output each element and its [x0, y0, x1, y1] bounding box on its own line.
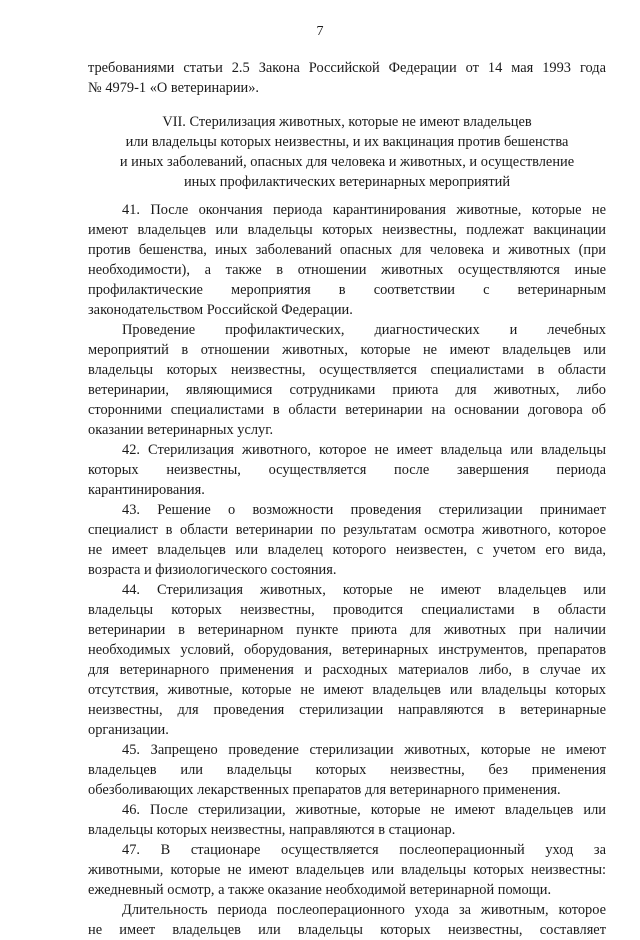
text-line: организации.: [88, 722, 169, 738]
title-line: или владельцы которых неизвестны, и их вакцинация против бешенства: [125, 134, 569, 150]
paragraph-47-continued: [88, 900, 606, 940]
text-line: против бешенства, иных заболеваний опасных для человека и животных (при: [88, 242, 606, 258]
title-line: и иных заболеваний, опасных для человека и животных, и осуществление: [119, 154, 575, 170]
section-title: [88, 112, 606, 192]
text-line: 46. После стерилизации, животные, которые не имеют владельцев или: [122, 802, 606, 818]
title-line: VII. Стерилизация животных, которые не имеют владельцев: [162, 114, 532, 130]
text-line: мероприятий в отношении животных, которые не имеют владельцев или: [88, 342, 606, 358]
paragraph-46: [88, 800, 606, 840]
text-line: Проведение профилактических, диагностических и лечебных: [122, 322, 606, 338]
text-line: не имеет владельцев или владелец которого неизвестен, с учетом его вида,: [88, 542, 606, 558]
text-line: специалист в области ветеринарии по результатам осмотра животного, которое: [88, 522, 606, 538]
text-line: животными, которые не имеют владельцев или владельцы которых неизвестны:: [88, 862, 606, 878]
text-line: ветеринарии в ветеринарном пункте приюта для животных при наличии: [88, 622, 606, 638]
text-line: требованиями статьи 2.5 Закона Российской Федерации от 14 мая 1993 года: [88, 60, 606, 76]
text-line: законодательством Российской Федерации.: [88, 302, 353, 318]
text-line: 47. В стационаре осуществляется послеоперационный уход за: [122, 842, 606, 858]
text-line: не имеет владельцев или владельцы которых неизвестны, составляет: [88, 922, 606, 938]
intro-text: [88, 58, 606, 98]
text-line: владельцы которых неизвестны, осуществляется специалистами в области: [88, 362, 606, 378]
text-line: оказании ветеринарных услуг.: [88, 422, 274, 438]
paragraph-45: [88, 740, 606, 800]
text-line: необходимости), а также в отношении животных осуществляются иные: [88, 262, 606, 278]
title-line: иных профилактических ветеринарных мероприятий: [183, 174, 511, 190]
text-line: 42. Стерилизация животного, которое не имеет владельца или владельцы: [122, 442, 606, 458]
text-line: 45. Запрещено проведение стерилизации животных, которые не имеют: [122, 742, 606, 758]
text-line: владельцы которых неизвестны, направляются в стационар.: [88, 822, 456, 838]
text-line: 41. После окончания периода карантинирования животные, которые не: [122, 202, 606, 218]
paragraph-43: [88, 500, 606, 580]
text-line: ветеринарии, являющимися сотрудниками приюта для животных, либо: [88, 382, 606, 398]
text-line: имеют владельцев или владельцы которых неизвестны, подлежат вакцинации: [88, 222, 606, 238]
text-line: которых неизвестны, осуществляется после завершения периода: [88, 462, 606, 478]
paragraph-42: [88, 440, 606, 500]
paragraph-41: [88, 200, 606, 320]
text-line: ежедневный осмотр, а также оказание необходимой ветеринарной помощи.: [88, 882, 552, 898]
text-line: владельцев или владельцы которых неизвестны, без применения: [88, 762, 606, 778]
text-line: карантинирования.: [88, 482, 205, 498]
text-line: владельцы которых неизвестны, проводится специалистами в области: [88, 602, 606, 618]
paragraph-44: [88, 580, 606, 740]
paragraph-47: [88, 840, 606, 900]
text-line: неизвестны, для проведения стерилизации направляются в ветеринарные: [88, 702, 606, 718]
text-line: необходимых условий, оборудования, ветеринарных инструментов, препаратов: [88, 642, 606, 658]
text-line: профилактические мероприятия в соответствии с ветеринарным: [88, 282, 606, 298]
document-body: [88, 200, 606, 940]
text-line: отсутствия, животные, которые не имеют владельцев или владельцы которых: [88, 682, 606, 698]
page-number: 7: [316, 24, 324, 39]
paragraph-41-continued: [88, 320, 606, 440]
text-line: сторонними специалистами в области ветеринарии на основании договора об: [88, 402, 606, 418]
text-line: Длительность периода послеоперационного ухода за животным, которое: [122, 902, 606, 918]
text-line: для ветеринарного применения и расходных материалов либо, в случае их: [88, 662, 606, 678]
text-line: 44. Стерилизация животных, которые не имеют владельцев или: [122, 582, 606, 598]
text-line: № 4979-1 «О ветеринарии».: [88, 80, 260, 96]
text-line: обезболивающих лекарственных препаратов для ветеринарного применения.: [88, 782, 561, 798]
text-line: возраста и физиологического состояния.: [88, 562, 337, 578]
text-line: 43. Решение о возможности проведения стерилизации принимает: [122, 502, 606, 518]
